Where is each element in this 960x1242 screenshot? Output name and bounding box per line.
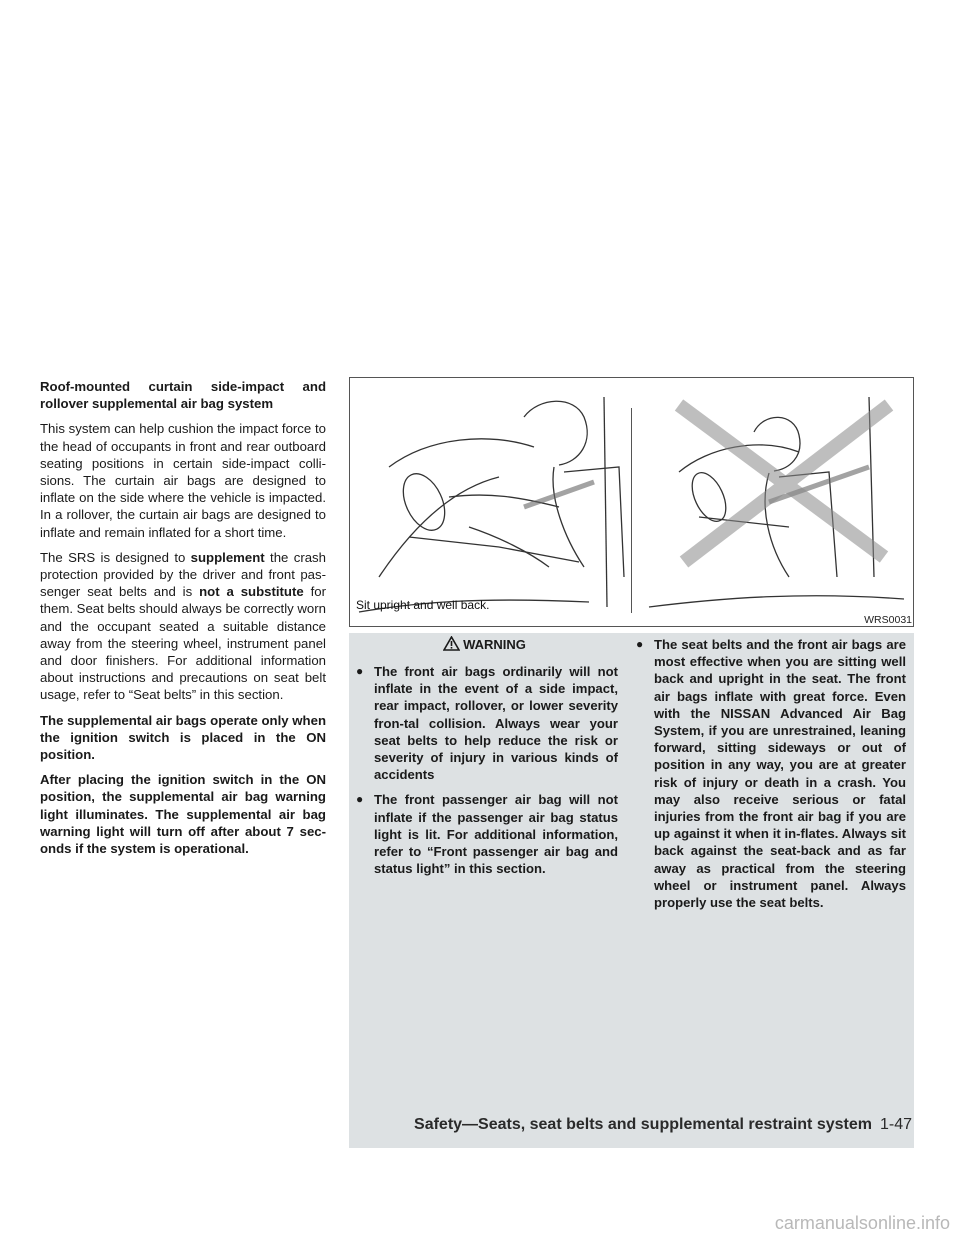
bullet-icon: ● bbox=[356, 792, 364, 807]
warning-item-text: The front air bags ordinarily will not inflate in the event of a side impact, rear impact, rollover, or lower severity fron-tal collision. Always wear your seat belts to help reduce the risk or severity of injury in various kinds of accidents bbox=[374, 664, 618, 783]
paragraph-curtain-airbag: This system can help cushion the impact force to the head of occupants in front and rear outboard seating positions in certain side-impact colli-sions. The curtain air bags are designed to inflate on the side where the vehicle is impacted. In a rollover, the curtain air bags are designed to inflate and remain inflated for a short time. bbox=[40, 421, 326, 540]
warning-item bbox=[636, 636, 906, 911]
cross-out-mark bbox=[679, 405, 889, 562]
text-span: the crash protection provided by the driver and front pas-senger seat belts and is bbox=[40, 549, 326, 600]
bold-supplement: supplement bbox=[190, 549, 265, 565]
bullet-icon: ● bbox=[356, 664, 364, 678]
figure-code: WRS0031 bbox=[864, 614, 912, 626]
footer-title: Safety—Seats, seat belts and supplemental restraint system bbox=[414, 1116, 872, 1133]
warning-triangle-icon bbox=[443, 636, 460, 654]
bullet-icon: ● bbox=[636, 637, 644, 651]
watermark-text: carmanualsonline.info bbox=[774, 1213, 950, 1233]
paragraph-srs-supplement bbox=[40, 549, 326, 704]
paragraph-warning-light: After placing the ignition switch in the ON position, the supplemental air bag warning light illuminates. The supplemental air bag warning light will turn off after about 7 sec-onds if the system is operational. bbox=[40, 772, 326, 857]
warning-column-right bbox=[636, 636, 906, 919]
correct-posture-drawing bbox=[359, 397, 624, 612]
text-span: for them. Seat belts should always be correctly worn and the occupant seated a suitable distance away from the steering wheel, instrument panel and door finishers. For additional information about instructions and precautions on seat belt usage, refer to “Seat belts” in this section. bbox=[40, 584, 326, 703]
bold-not-a-substitute: not a substitute bbox=[199, 584, 304, 600]
warning-item bbox=[356, 791, 618, 877]
page-footer bbox=[414, 1116, 912, 1134]
page-number: 1-47 bbox=[879, 1116, 912, 1133]
warning-item-text: The front passenger air bag will not inflate if the passenger air bag status light is lit. For additional information, refer to “Front passenger air bag and status light” in this section. bbox=[374, 792, 618, 877]
figure-divider bbox=[631, 408, 632, 613]
warning-item bbox=[356, 663, 618, 783]
figure-caption: Sit upright and well back. bbox=[356, 598, 490, 612]
text-span: The SRS is designed to bbox=[40, 549, 191, 565]
warning-column-left bbox=[356, 663, 618, 885]
warning-header bbox=[349, 636, 620, 654]
warning-title: WARNING bbox=[463, 637, 526, 652]
section-heading: Roof-mounted curtain side-impact and rollover supplemental air bag system bbox=[40, 379, 326, 412]
paragraph-ignition-on: The supplemental air bags operate only when the ignition switch is placed in the ON position. bbox=[40, 712, 326, 763]
warning-item-text: The seat belts and the front air bags are most effective when you are sitting well back and upright in the seat. The front air bags inflate with great force. Even with the NISSAN Advanced Air Bag System, if you are unrestrained, leaning forward, sitting sideways or out of position in any way, you are at greater risk of injury or death in a crash. You may also receive serious or fatal injuries from the front air bag if you are up against it when it in-flates. Always sit back against the seat-back and as far away as practical from the steering wheel or instrument panel. Always properly use the seat belts. bbox=[654, 637, 906, 911]
left-column bbox=[40, 378, 326, 865]
